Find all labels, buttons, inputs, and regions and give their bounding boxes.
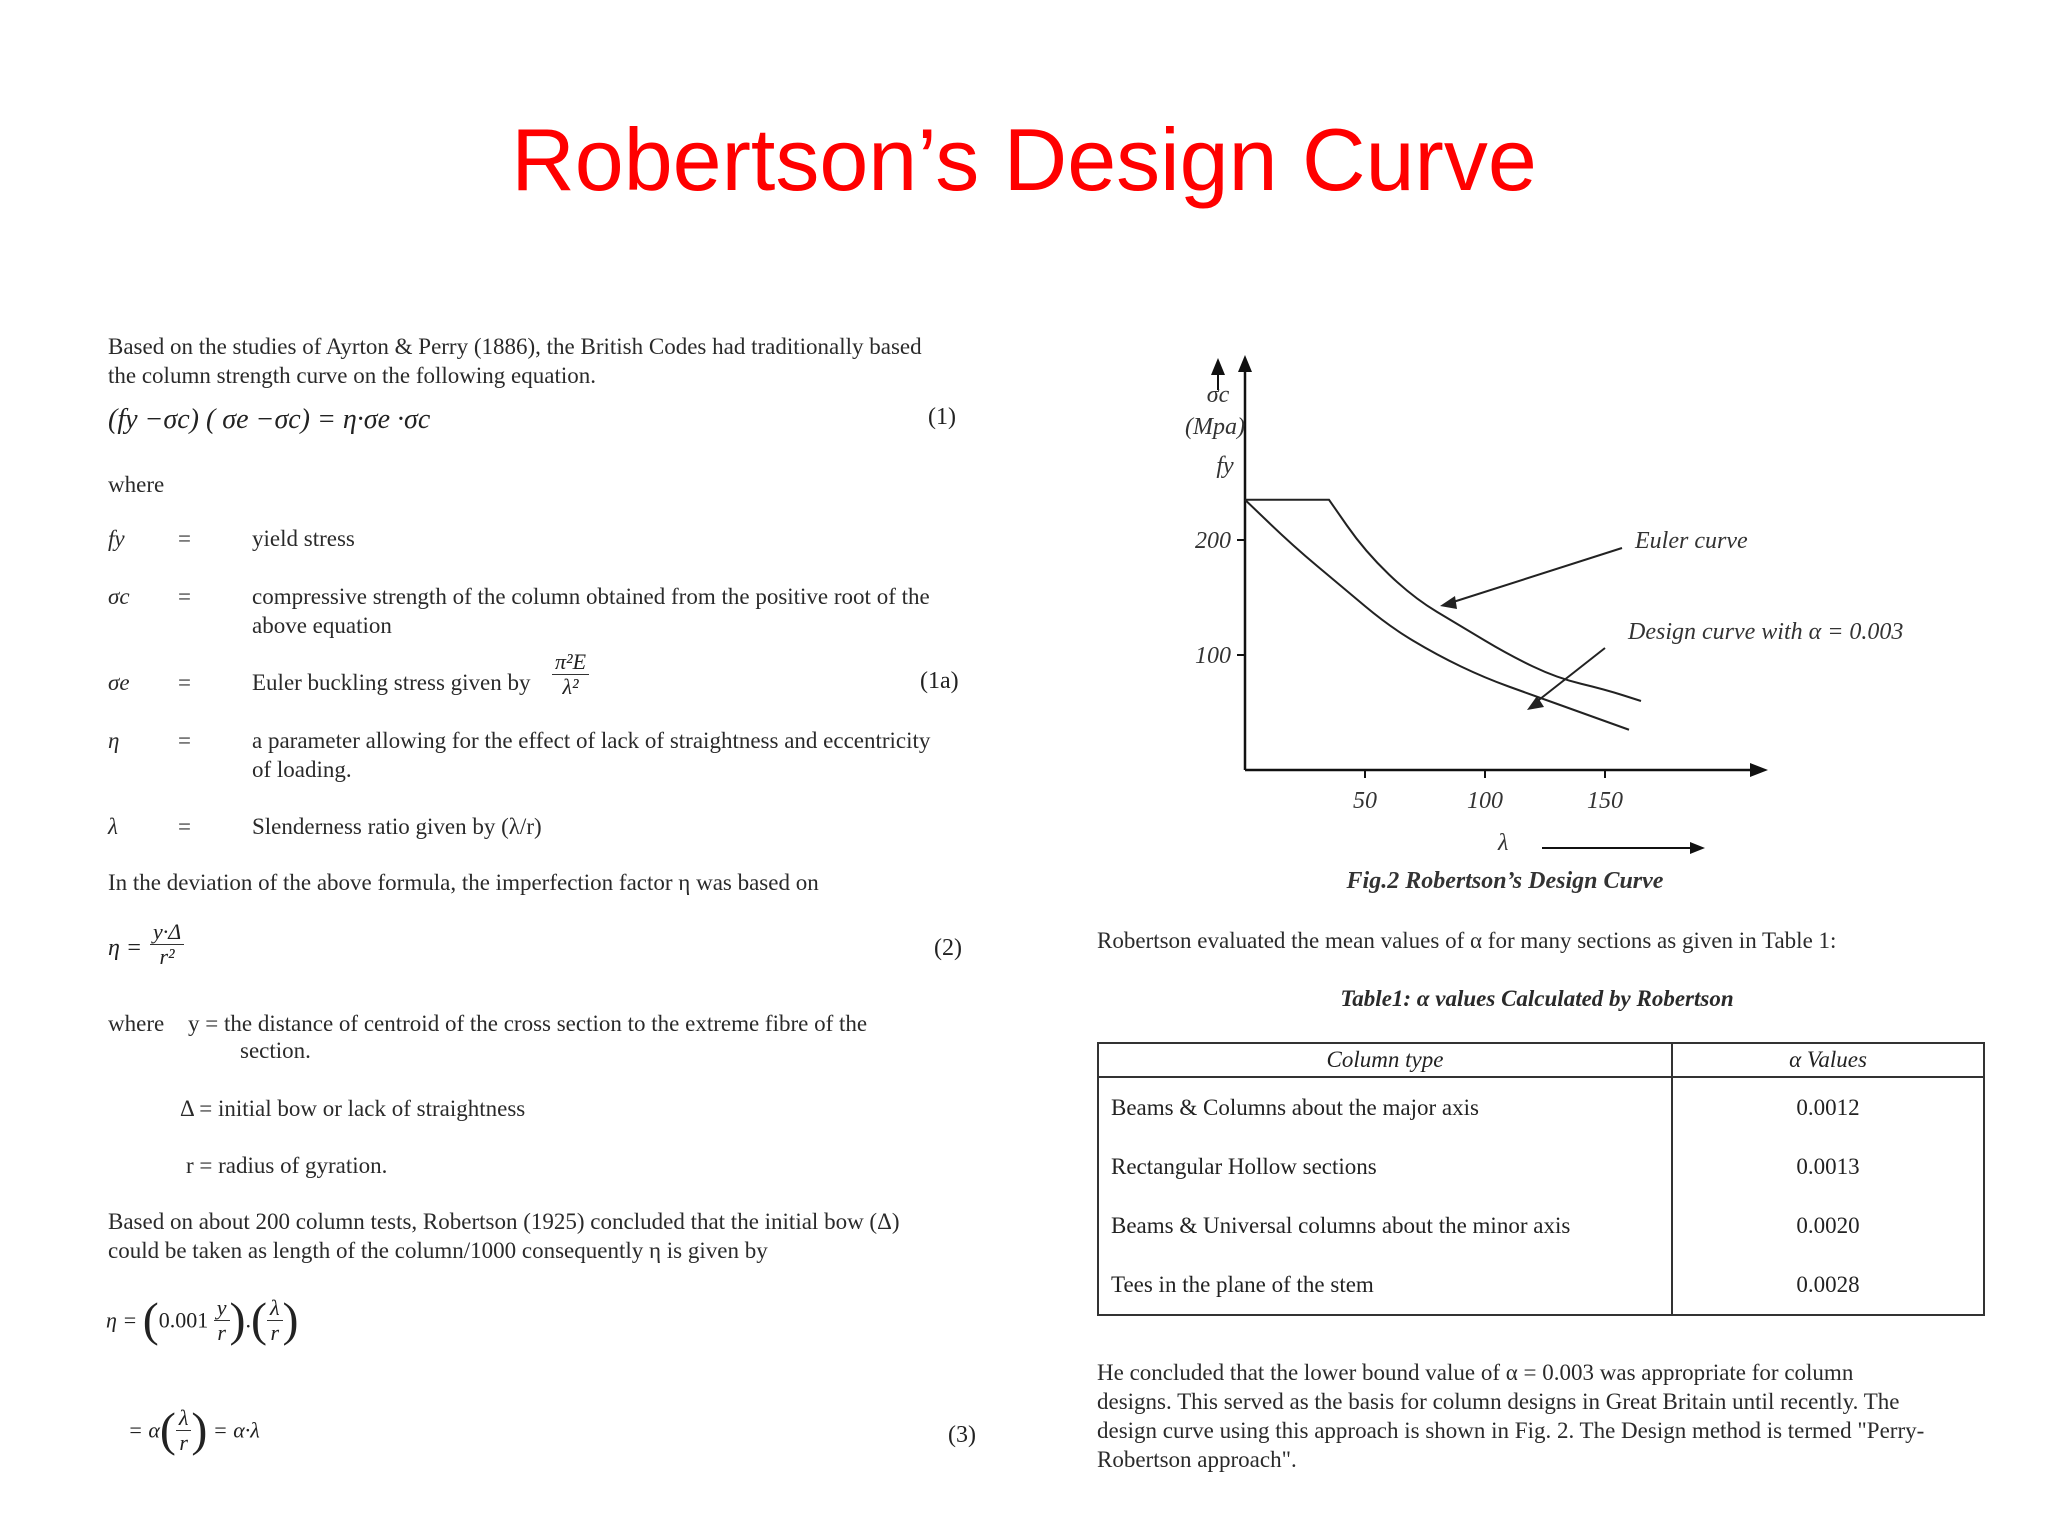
equation-3b-den: r	[179, 1430, 188, 1455]
def-text-eta-2: of loading.	[252, 757, 352, 782]
equation-1a-number: (1a)	[920, 668, 959, 694]
conclusion-line: designs. This served as the basis for column designs in Great Britain until recently. The	[1097, 1389, 1900, 1414]
conclusion-paragraph	[1097, 1358, 1985, 1474]
slide-title: Robertson’s Design Curve	[511, 110, 1537, 209]
equation-2-denominator: r²	[159, 944, 175, 969]
right-paren: )	[191, 1403, 208, 1457]
r-definition: r = radius of gyration.	[186, 1153, 388, 1178]
equation-2-number: (2)	[934, 935, 962, 961]
equation-2-fraction	[150, 920, 184, 969]
y-tick-label: 100	[1195, 643, 1231, 669]
def-equals: =	[178, 728, 191, 753]
conclusion-line: He concluded that the lower bound value of α = 0.003 was appropriate for column	[1097, 1360, 1854, 1385]
conclusion-line: Robertson approach".	[1097, 1447, 1297, 1472]
table-row	[1098, 1196, 1984, 1255]
table-cell-value: 0.0020	[1672, 1196, 1984, 1255]
x-axis-arrow	[1750, 763, 1768, 777]
table-intro: Robertson evaluated the mean values of α for many sections as given in Table 1:	[1097, 928, 1837, 953]
equation-3b	[128, 1403, 260, 1457]
def-text-lambda: Slenderness ratio given by (λ/r)	[252, 814, 542, 839]
equation-3a-lhs: η =	[106, 1307, 138, 1333]
table-cell-value: 0.0013	[1672, 1137, 1984, 1196]
table-cell-value: 0.0028	[1672, 1255, 1984, 1315]
y-definition-2: section.	[240, 1038, 311, 1063]
delta-definition: Δ = initial bow or lack of straightness	[180, 1096, 526, 1121]
equation-2-lhs: η =	[108, 935, 143, 961]
right-paren: )	[229, 1293, 246, 1347]
def-text-sigma-c-2: above equation	[252, 613, 392, 638]
equation-1: (fy −σc) ( σe −σc) = η·σe ·σc	[108, 404, 431, 435]
table-cell-value: 0.0012	[1672, 1077, 1984, 1137]
def-equals: =	[178, 670, 191, 695]
left-paren: (	[159, 1403, 176, 1457]
table-cell-type: Beams & Columns about the major axis	[1098, 1077, 1672, 1137]
design-curve-line	[1245, 500, 1629, 730]
deviation-text: In the deviation of the above formula, the imperfection factor η was based on	[108, 870, 819, 895]
table-caption: Table1: α values Calculated by Robertson	[1340, 986, 1734, 1011]
def-equals: =	[178, 584, 191, 609]
y-tick-label: 200	[1195, 528, 1231, 554]
where-label-2: where	[108, 1011, 165, 1036]
def-text-eta: a parameter allowing for the effect of lack of straightness and eccentricity	[252, 728, 931, 753]
equation-3a-num2: λ	[267, 1296, 283, 1321]
intro-line-2: the column strength curve on the following equation.	[108, 363, 596, 388]
def-symbol-fy: fy	[108, 526, 125, 551]
equation-3b-rhs: = α·λ	[212, 1417, 260, 1443]
table-cell-type: Beams & Universal columns about the minor axis	[1098, 1196, 1672, 1255]
figure-caption: Fig.2 Robertson’s Design Curve	[1346, 868, 1664, 894]
equation-3a-coef: 0.001	[158, 1307, 209, 1333]
conclusion-line: design curve using this approach is shown in Fig. 2. The Design method is termed "Perry-	[1097, 1418, 1925, 1443]
table-header-row	[1098, 1043, 1984, 1077]
y-axis-unit: (Mpa)	[1185, 414, 1245, 440]
robertson-text-1: Based on about 200 column tests, Robertson (1925) concluded that the initial bow (Δ)	[108, 1209, 900, 1234]
def-symbol-sigma-e: σe	[108, 670, 130, 695]
y-fy-label: fy	[1216, 453, 1234, 479]
equation-3-number: (3)	[948, 1422, 976, 1448]
euler-curve-line	[1245, 500, 1641, 701]
euler-fraction-denominator: λ²	[562, 674, 579, 699]
table-row	[1098, 1255, 1984, 1315]
design-curve-pointer	[1535, 648, 1605, 703]
euler-fraction	[552, 650, 589, 699]
equation-3a-den2: r	[270, 1320, 280, 1345]
table-row	[1098, 1077, 1984, 1137]
left-paren: (	[251, 1293, 267, 1347]
x-tick-label: 150	[1587, 788, 1623, 814]
right-paren: )	[282, 1293, 299, 1347]
equation-3a	[106, 1293, 299, 1347]
y-definition: y = the distance of centroid of the cross section to the extreme fibre of the	[188, 1011, 868, 1036]
equation-3b-lhs: = α	[128, 1417, 160, 1443]
def-symbol-eta: η	[108, 728, 120, 753]
equation-2-numerator: y·Δ	[150, 920, 184, 945]
y-axis-symbol: σc	[1206, 382, 1230, 408]
column-type-header: Column type	[1098, 1043, 1672, 1077]
x-tick-label: 100	[1467, 788, 1503, 814]
def-text-fy: yield stress	[252, 526, 355, 551]
equation-3b-num: λ	[176, 1406, 192, 1431]
robertson-text-2: could be taken as length of the column/1000 consequently η is given by	[108, 1238, 768, 1263]
design-curve-chart	[1150, 340, 1950, 900]
euler-curve-pointer	[1450, 548, 1622, 603]
y-axis-arrow	[1238, 355, 1252, 372]
table-row	[1098, 1137, 1984, 1196]
equation-3a-den1: r	[217, 1320, 226, 1345]
x-direction-arrow-head	[1690, 842, 1705, 854]
left-paren: (	[142, 1293, 159, 1347]
alpha-values-table	[1097, 1042, 1985, 1316]
def-equals: =	[178, 526, 191, 551]
def-symbol-lambda: λ	[108, 814, 118, 839]
euler-curve-label: Euler curve	[1635, 528, 1748, 554]
def-text-sigma-c: compressive strength of the column obtained from the positive root of the	[252, 584, 930, 609]
equation-1-number: (1)	[928, 404, 956, 430]
euler-curve-pointer-head	[1440, 596, 1457, 609]
equation-3a-num1: y	[214, 1296, 230, 1321]
intro-line-1: Based on the studies of Ayrton & Perry (1886), the British Codes had traditionally based	[108, 334, 922, 359]
x-axis-label: λ	[1498, 830, 1509, 856]
where-label: where	[108, 472, 165, 497]
def-text-sigma-e: Euler buckling stress given by	[252, 670, 531, 695]
def-symbol-sigma-c: σc	[108, 584, 130, 609]
alpha-values-header: α Values	[1672, 1043, 1984, 1077]
table-cell-type: Rectangular Hollow sections	[1098, 1137, 1672, 1196]
x-tick-label: 50	[1353, 788, 1377, 814]
sigma-arrow	[1211, 358, 1225, 375]
def-equals: =	[178, 814, 191, 839]
equation-3a-dot: .	[245, 1307, 251, 1333]
table-cell-type: Tees in the plane of the stem	[1098, 1255, 1672, 1315]
euler-fraction-numerator: π²E	[552, 650, 589, 675]
design-curve-label: Design curve with α = 0.003	[1628, 619, 1904, 645]
